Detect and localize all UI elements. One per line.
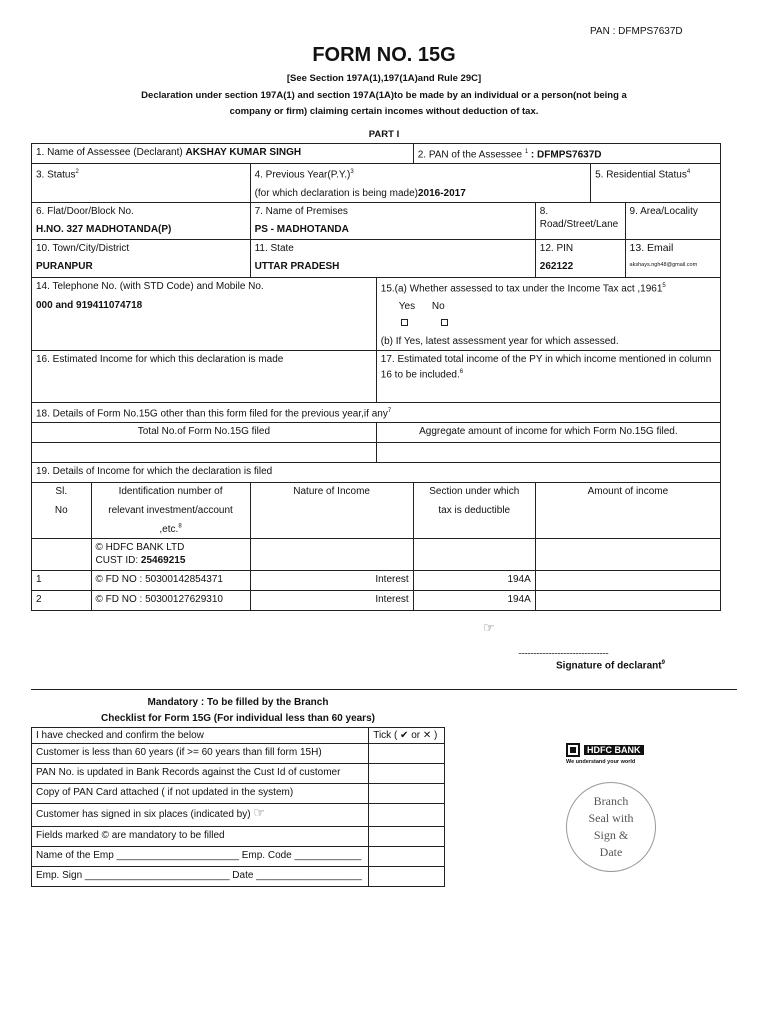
bank-row-amount (535, 539, 720, 571)
part-heading: PART I (368, 129, 400, 140)
email-cell: 13. Email akshays.ngh48@gmail.com (625, 239, 720, 277)
checklist-item: PAN No. is updated in Bank Records against the Cust Id of customer (32, 764, 369, 784)
section-divider (31, 689, 737, 690)
tick-header: Tick ( ✔ or ✕ ) (369, 728, 445, 744)
amount-of-income-header: Amount of income (535, 483, 720, 539)
tick-cell[interactable] (369, 827, 445, 847)
state-value: UTTAR PRADESH (254, 260, 340, 272)
telephone-cell: 14. Telephone No. (with STD Code) and Mobile No. 000 and 919411074718 (32, 277, 377, 350)
employee-name-row: Name of the Emp ______________________ Emp. Code ____________ (32, 847, 369, 867)
bank-cust-cell: © HDFC BANK LTD CUST ID: 25469215 (91, 539, 250, 571)
town-city-cell: 10. Town/City/District PURANPUR (32, 239, 251, 277)
row-section: 194A (413, 591, 535, 611)
tick-cell[interactable] (369, 804, 445, 827)
branch-mandatory-title: Mandatory : To be filled by the Branch (147, 697, 329, 708)
form-subtitle-section: [See Section 197A(1),197(1A)and Rule 29C] (286, 73, 482, 84)
assessee-pan-value: : DFMPS7637D (528, 149, 602, 161)
total-forms-filed-value[interactable] (32, 443, 377, 463)
assessee-name-value: AKSHAY KUMAR SINGH (185, 147, 302, 158)
form15g-details-heading: 18. Details of Form No.15G other than this form filed for the previous year,if any$^7$ (32, 402, 721, 422)
flat-door-value: H.NO. 327 MADHOTANDA(P) (36, 223, 172, 235)
checklist-item: I have checked and confirm the below (32, 728, 369, 744)
income-details-heading: 19. Details of Income for which the declaration is filed (32, 463, 721, 483)
tick-cell[interactable] (369, 764, 445, 784)
residential-status-cell: 5. Residential Status$^4$ (591, 164, 721, 202)
latest-assessment-year-label: (b) If Yes, latest assessment year for which assessed. (380, 335, 619, 347)
yes-checkbox[interactable] (401, 319, 408, 326)
cust-id-value: 25469215 (140, 555, 186, 567)
option-no-label: No (431, 300, 445, 312)
assessee-pan-cell: 2. PAN of the Assessee $^1$ : DFMPS7637D (413, 144, 720, 164)
premises-value: PS - MADHOTANDA (254, 223, 349, 235)
state-cell: 11. State UTTAR PRADESH (250, 239, 535, 277)
row-fd-number: © FD NO : 50300127629310 (91, 591, 250, 611)
form-title: FORM NO. 15G (312, 44, 456, 66)
premises-cell: 7. Name of Premises PS - MADHOTANDA (250, 202, 535, 239)
hdfc-bank-logo: HDFC BANK We understand your world (566, 743, 646, 765)
road-street-cell: 8. Road/Street/Lane (535, 202, 625, 239)
branch-checklist-table (31, 727, 445, 887)
telephone-value: 000 and 919411074718 (36, 299, 143, 311)
checklist-item: Customer is less than 60 years (if >= 60 years than fill form 15H) (32, 744, 369, 764)
section-header: Section under which tax is deductible (413, 483, 535, 539)
row-sl: 2 (32, 591, 92, 611)
assessed-to-tax-cell: 15.(a) Whether assessed to tax under the Income Tax act ,1961$^5$ Yes No (b) If Yes, latest assessment year for which assessed. (376, 277, 720, 350)
nature-of-income-header: Nature of Income (250, 483, 413, 539)
option-yes-label: Yes (398, 300, 416, 312)
pin-value: 262122 (539, 260, 574, 272)
pan-header: PAN : DFMPS7637D (590, 26, 683, 37)
signature-label: Signature of declarant$^9$ (556, 660, 665, 672)
form-subtitle-declaration: Declaration under section 197A(1) and section 197A(1A)to be made by an individual or a person(not being a (141, 90, 627, 101)
total-forms-filed-header: Total No.of Form No.15G filed (32, 423, 377, 443)
pin-cell: 12. PIN 262122 (535, 239, 625, 277)
email-value: akshays.ngh48@gmail.com (629, 261, 698, 268)
estimated-income-cell: 16. Estimated Income for which this declaration is made (32, 350, 377, 402)
aggregate-income-value[interactable] (376, 443, 720, 463)
tick-cell[interactable] (369, 847, 445, 867)
identification-number-header: Identification number of relevant investment/account ,etc.$^8$ (91, 483, 250, 539)
tick-cell[interactable] (369, 867, 445, 887)
bank-row-section (413, 539, 535, 571)
checklist-item-signature: Customer has signed in six places (indicated by) ☞ (32, 804, 369, 827)
aggregate-income-header: Aggregate amount of income for which Form No.15G filed. (376, 423, 720, 443)
hdfc-logo-icon (566, 743, 580, 757)
branch-seal-stamp: Branch Seal with Sign & Date (566, 782, 656, 872)
form-subtitle-declaration-cont: company or firm) claiming certain incomes without deduction of tax. (229, 106, 539, 117)
pointing-hand-icon: ☞ (253, 805, 265, 820)
no-checkbox[interactable] (441, 319, 448, 326)
sl-no-header: Sl. No (32, 483, 92, 539)
tick-cell[interactable] (369, 784, 445, 804)
bank-row-sl (32, 539, 92, 571)
table-row (32, 571, 721, 591)
assessee-name-cell: 1. Name of Assessee (Declarant) AKSHAY KUMAR SINGH (32, 144, 414, 164)
part-one-table (31, 143, 721, 611)
checklist-title: Checklist for Form 15G (For individual less than 60 years) (101, 713, 375, 724)
tick-cell[interactable] (369, 744, 445, 764)
row-section: 194A (413, 571, 535, 591)
town-city-value: PURANPUR (36, 260, 93, 272)
bank-row-nature (250, 539, 413, 571)
row-amount[interactable] (535, 571, 720, 591)
pointing-hand-icon: ☞ (483, 620, 495, 635)
employee-sign-row: Emp. Sign __________________________ Date ___________________ (32, 867, 369, 887)
row-nature: Interest (250, 571, 413, 591)
row-fd-number: © FD NO : 50300142854371 (91, 571, 250, 591)
previous-year-value: 2016-2017 (417, 187, 466, 199)
status-cell: 3. Status$^2$ (32, 164, 251, 202)
row-amount[interactable] (535, 591, 720, 611)
row-sl: 1 (32, 571, 92, 591)
area-locality-cell: 9. Area/Locality (625, 202, 720, 239)
flat-door-cell: 6. Flat/Door/Block No. H.NO. 327 MADHOTANDA(P) (32, 202, 251, 239)
estimated-total-income-cell: 17. Estimated total income of the PY in which income mentioned in column 16 to be included.$^6$ (376, 350, 720, 402)
table-row (32, 591, 721, 611)
checklist-item: Fields marked © are mandatory to be filled (32, 827, 369, 847)
row-nature: Interest (250, 591, 413, 611)
checklist-item: Copy of PAN Card attached ( if not updated in the system) (32, 784, 369, 804)
previous-year-cell: 4. Previous $Year(P.Y.)^3$ (for which declaration is being made)2016-2017 (250, 164, 591, 202)
signature-line: ............................................................ (518, 646, 609, 656)
